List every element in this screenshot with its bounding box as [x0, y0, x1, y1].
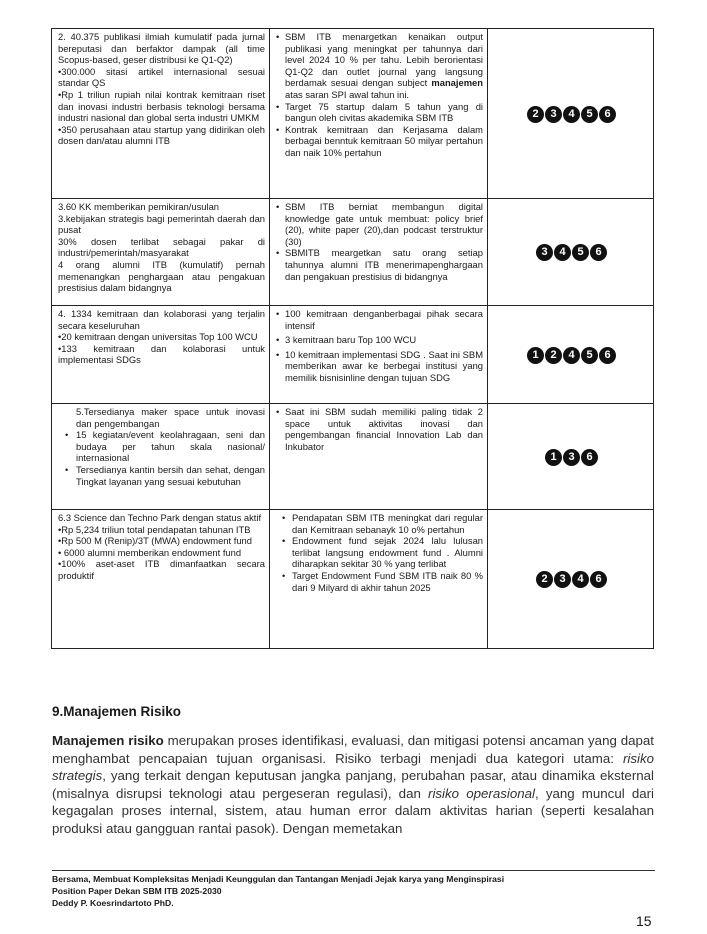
footer-divider	[52, 870, 655, 871]
target-cell: 5.Tersedianya maker space untuk inovasi dan pengembangan • 15 kegiatan/event keolahragaan, seni dan budaya per tahun skala nasional/ internasional • Tersedianya kantin bersih dan sehat, dengan Tingkat layanan yang sesuai kebutuhan	[52, 404, 270, 510]
number-badge: 3	[545, 106, 562, 123]
list-item: • 15 kegiatan/event keolahragaan, seni dan budaya per tahun skala nasional/ internasional	[58, 429, 265, 464]
list-item: • 3 kemitraan baru Top 100 WCU	[276, 334, 483, 346]
plan-cell	[270, 404, 488, 510]
number-badges-cell	[488, 199, 654, 306]
target-cell: 6.3 Science dan Techno Park dengan status aktif •Rp 5,234 triliun total pendapatan tahunan ITB •Rp 500 M (Renip)/3T (MWA) endowment fund • 6000 alumni memberikan endowment fund •100% aset-aset ITB dimanfaatkan secara produktif	[52, 510, 270, 649]
list-item: • 100 kemitraan denganberbagai pihak secara intensif	[276, 308, 483, 331]
number-badge: 6	[590, 571, 607, 588]
number-badges-cell	[488, 306, 654, 404]
number-badge: 5	[581, 347, 598, 364]
number-badge: 6	[590, 244, 607, 261]
body-paragraph: Manajemen risiko merupakan proses identifikasi, evaluasi, dan mitigasi potensi ancaman yang dapat menghambat pencapaian tujuan organisasi. Risiko terbagi menjadi dua kategori utama: risiko strategis, yang terkait dengan keputusan jangka panjang, perubahan pasar, atau dinamika eksternal (misalnya disrupsi teknologi atau pergeseran regulasi), dan risiko operasional, yang muncul dari kegagalan proses internal, sistem, atau human error dalam aktivitas harian (seperti kesalahan produksi atau gangguan rantai pasok). Dengan memetakan	[52, 733, 655, 836]
footer	[52, 873, 504, 910]
number-badge: 5	[572, 244, 589, 261]
list-item: • Endowment fund sejak 2024 lalu lulusan terlibat langsung endowment fund . Alumni diharapkan sekitar 30 % yang terlibat	[276, 535, 483, 570]
list-item: • Saat ini SBM sudah memiliki paling tidak 2 space untuk aktivitas inovasi dan pengembangan financial Innovation Lab dan Inkubator	[276, 406, 483, 452]
number-badge: 6	[599, 106, 616, 123]
number-badge: 4	[563, 106, 580, 123]
plan-cell	[270, 510, 488, 649]
list-item: • Target 75 startup dalam 5 tahun yang di bangun oleh civitas akademika SBM ITB	[276, 101, 483, 124]
target-cell: 3.60 KK memberikan pemikiran/usulan 3.kebijakan strategis bagi pemerintah daerah dan pusat 30% dosen terlibat sebagai pakar di industri/pemerintah/masyarakat 4 orang alumni ITB (kumulatif) pernah memenangkan penghargaan atau pengakuan prestisius dalam bidangnya	[52, 199, 270, 306]
footer-paper-title: Position Paper Dekan SBM ITB 2025-2030	[52, 886, 222, 897]
number-badges-cell	[488, 29, 654, 199]
number-badge: 6	[599, 347, 616, 364]
target-cell: 4. 1334 kemitraan dan kolaborasi yang terjalin secara keseluruhan •20 kemitraan dengan universitas Top 100 WCU •133 kemitraan dan kolaborasi untuk implementasi SDGs	[52, 306, 270, 404]
list-item: • SBM ITB berniat membangun digital knowledge gate untuk membuat: policy brief (20), white paper (20),dan podcast terstruktur (30)	[276, 201, 483, 247]
number-badge: 1	[527, 347, 544, 364]
number-badge: 4	[554, 244, 571, 261]
goals-table	[51, 28, 654, 649]
table-row	[52, 29, 654, 199]
list-item: • SBM ITB menargetkan kenaikan output publikasi yang meningkat per tahunnya dari level 2024 10 % per tahu. Lebih berorientasi Q1-Q2 dan outlet journal yang langsung berdamak sesuai dengan subject manajemen atas saran SPI awal tahun ini.	[276, 31, 483, 101]
plan-cell	[270, 199, 488, 306]
number-badge: 6	[581, 449, 598, 466]
number-badge: 4	[572, 571, 589, 588]
number-badges-cell	[488, 510, 654, 649]
page-number: 15	[636, 913, 652, 929]
list-item: • Tersedianya kantin bersih dan sehat, dengan Tingkat layanan yang sesuai kebutuhan	[58, 464, 265, 487]
number-badge: 1	[545, 449, 562, 466]
list-item: • Pendapatan SBM ITB meningkat dari regular dan Kemitraan sebanayk 10 o% pertahun	[276, 512, 483, 535]
number-badges-cell	[488, 404, 654, 510]
footer-tagline: Bersama, Membuat Kompleksitas Menjadi Keunggulan dan Tantangan Menjadi Jejak karya yang Menginspirasi	[52, 874, 505, 884]
plan-cell	[270, 29, 488, 199]
footer-author: Deddy P. Koesrindartoto PhD.	[52, 898, 174, 909]
number-badge: 2	[536, 571, 553, 588]
number-badge: 3	[563, 449, 580, 466]
table-row	[52, 199, 654, 306]
target-cell: 2. 40.375 publikasi ilmiah kumulatif pada jurnal bereputasi dan berfaktor dampak (all time Scopus-based, geser distribusi ke Q1-Q2) •300.000 sitasi artikel internasional sesuai standar QS •Rp 1 triliun rupiah nilai kontrak kemitraan riset dan inovasi industri berbasis teknologi bersama industri nasional dan global serta industri UMKM •350 perusahaan atau startup yang didirikan oleh dosen dan/atau alumni ITB	[52, 29, 270, 199]
number-badge: 2	[527, 106, 544, 123]
table-row	[52, 404, 654, 510]
section-title: 9.Manajemen Risiko	[52, 704, 182, 719]
number-badge: 5	[581, 106, 598, 123]
list-item: • Kontrak kemitraan dan Kerjasama dalam berbagai benntuk kemitraan 50 milyar pertahun dan naik 10% pertahun	[276, 124, 483, 159]
number-badge: 2	[545, 347, 562, 364]
list-item: • 10 kemitraan implementasi SDG . Saat ini SBM memberikan awar ke berbegai institusi yang memilik bisnisinline dengan tujuan SDG	[276, 349, 483, 384]
table-row	[52, 306, 654, 404]
list-item: • SBMITB meargetkan satu orang setiap tahunnya alumni ITB menerimapenghargaan dan pengakuan prestisius di bidangnya	[276, 247, 483, 282]
number-badge: 4	[563, 347, 580, 364]
list-item: • Target Endowment Fund SBM ITB naik 80 % dari 9 Milyard di akhir tahun 2025	[276, 570, 483, 593]
table-row	[52, 510, 654, 649]
number-badge: 3	[554, 571, 571, 588]
plan-cell	[270, 306, 488, 404]
number-badge: 3	[536, 244, 553, 261]
